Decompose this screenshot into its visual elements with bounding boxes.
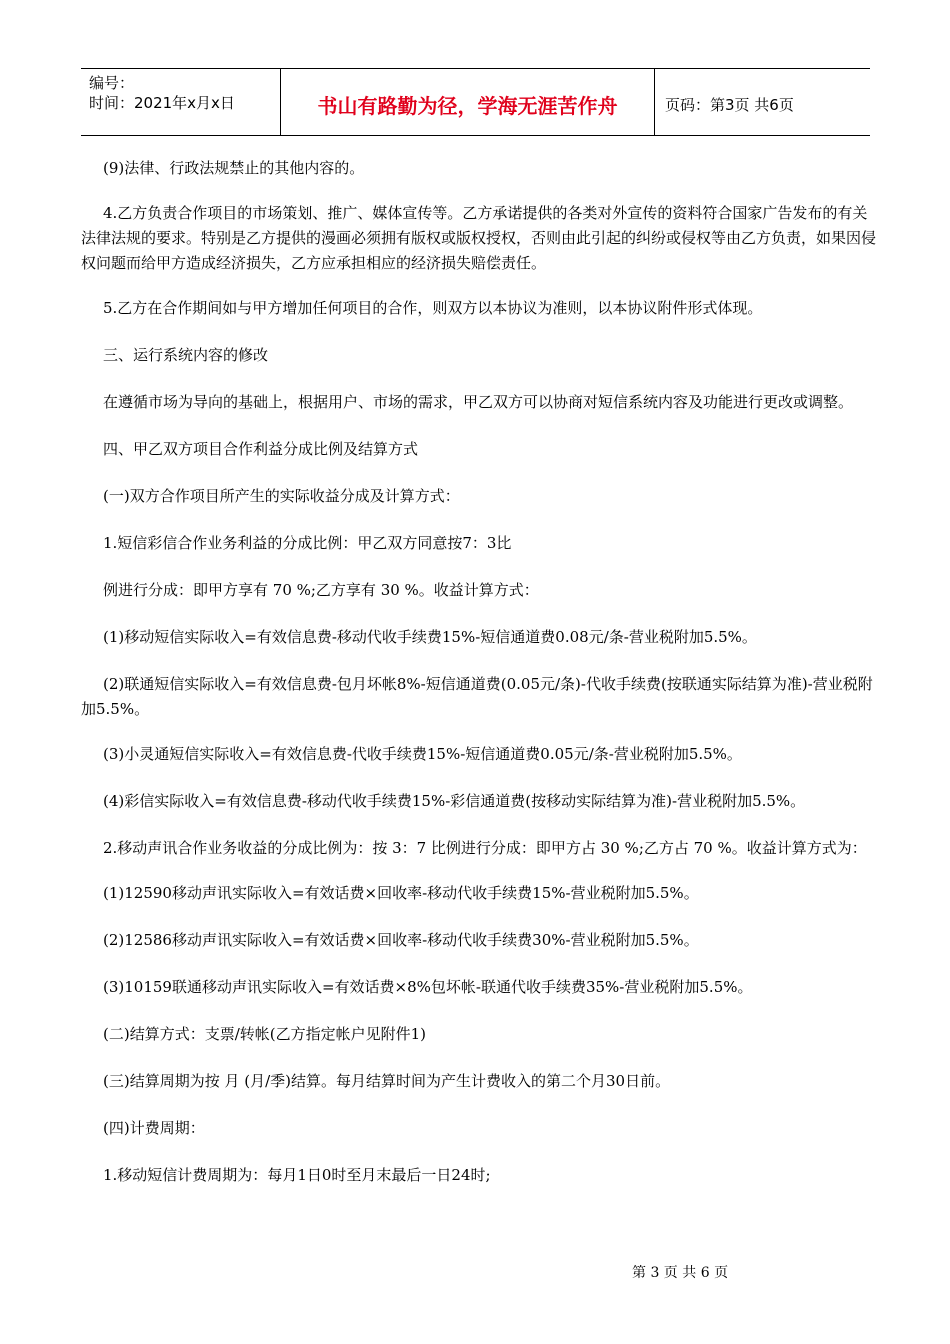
paragraph: (2)联通短信实际收入=有效信息费-包月坏帐8%-短信通道费(0.05元/条)-代收手续费(按联通实际结算为准)-营业税附加5.5%。 (81, 675, 873, 718)
document-header (81, 68, 870, 136)
header-page-info: 页码：第3页 共6页 (665, 95, 794, 114)
paragraph: 例进行分成：即甲方享有 70 %;乙方享有 30 %。收益计算方式： (103, 581, 539, 599)
paragraph: 1.短信彩信合作业务利益的分成比例：甲乙双方同意按7：3比 (103, 534, 512, 552)
paragraph: (1)12590移动声讯实际收入=有效话费×回收率-移动代收手续费15%-营业税附加5.5%。 (103, 884, 699, 902)
paragraph: 三、运行系统内容的修改 (103, 346, 269, 364)
header-motto: 书山有路勤为径，学海无涯苦作舟 (281, 69, 655, 135)
paragraph: (四)计费周期： (103, 1119, 205, 1137)
paragraph: (3)小灵通短信实际收入=有效信息费-代收手续费15%-短信通道费0.05元/条-营业税附加5.5%。 (103, 745, 742, 763)
paragraph: (9)法律、行政法规禁止的其他内容的。 (103, 159, 365, 177)
paragraph: (1)移动短信实际收入=有效信息费-移动代收手续费15%-短信通道费0.08元/条-营业税附加5.5%。 (103, 628, 757, 646)
document-date: 时间：2021年x月x日 (89, 94, 235, 112)
paragraph: 2.移动声讯合作业务收益的分成比例为：按 3：7 比例进行分成：即甲方占 30 %;乙方占 70 %。收益计算方式为： (103, 839, 867, 857)
header-meta (81, 69, 281, 135)
paragraph: 1.移动短信计费周期为：每月1日0时至月末最后一日24时; (103, 1166, 491, 1184)
paragraph: (2)12586移动声讯实际收入=有效话费×回收率-移动代收手续费30%-营业税附加5.5%。 (103, 931, 699, 949)
paragraph: 四、甲乙双方项目合作利益分成比例及结算方式 (103, 440, 419, 458)
paragraph: (3)10159联通移动声讯实际收入=有效话费×8%包坏帐-联通代收手续费35%-营业税附加5.5%。 (103, 978, 753, 996)
page-footer: 第 3 页 共 6 页 (632, 1265, 729, 1281)
document-number-label: 编号： (89, 74, 135, 92)
paragraph: (三)结算周期为按 月 (月/季)结算。每月结算时间为产生计费收入的第二个月30日前。 (103, 1072, 671, 1090)
paragraph: (二)结算方式：支票/转帐(乙方指定帐户见附件1) (103, 1025, 427, 1043)
document-body (81, 150, 881, 1188)
paragraph: (4)彩信实际收入=有效信息费-移动代收手续费15%-彩信通道费(按移动实际结算为准)-营业税附加5.5%。 (103, 792, 806, 810)
paragraph: (一)双方合作项目所产生的实际收益分成及计算方式： (103, 487, 460, 505)
paragraph: 在遵循市场为导向的基础上，根据用户、市场的需求，甲乙双方可以协商对短信系统内容及功能进行更改或调整。 (103, 393, 854, 411)
paragraph: 5.乙方在合作期间如与甲方增加任何项目的合作，则双方以本协议为准则，以本协议附件形式体现。 (103, 299, 763, 317)
paragraph: 4.乙方负责合作项目的市场策划、推广、媒体宣传等。乙方承诺提供的各类对外宣传的资料符合国家广告发布的有关法律法规的要求。特别是乙方提供的漫画必须拥有版权或版权授权，否则由此引起的纠纷或侵权等由乙方负责，如果因侵权问题而给甲方造成经济损失，乙方应承担相应的经济损失赔偿责任。 (81, 204, 877, 272)
